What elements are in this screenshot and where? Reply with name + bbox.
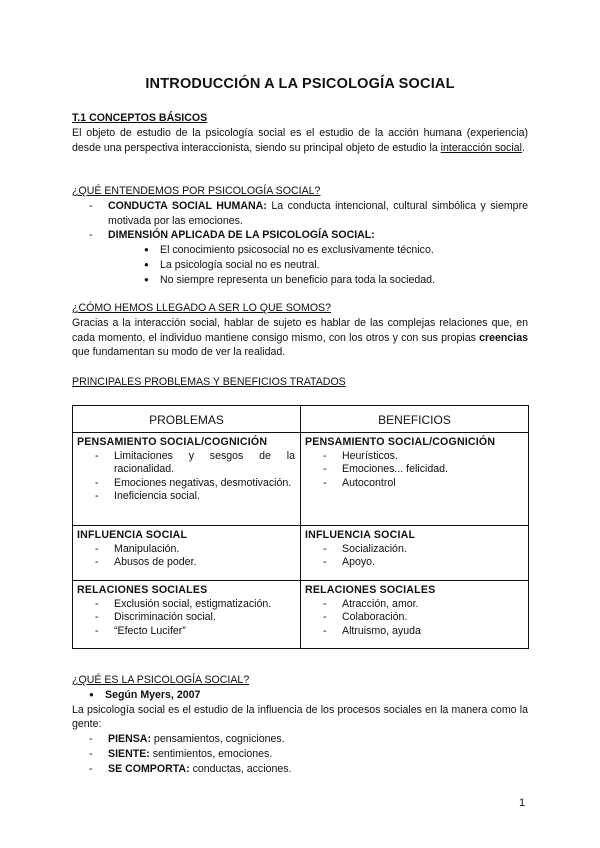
section-heading: ¿QUÉ ENTENDEMOS POR PSICOLOGÍA SOCIAL? (72, 185, 321, 197)
table-cell: INFLUENCIA SOCIAL - Manipulación. - Abusos de poder. (73, 526, 301, 581)
paragraph: La psicología social es el estudio de la influencia de los procesos sociales en la manera como la gente: (72, 703, 528, 731)
table-cell: PENSAMIENTO SOCIAL/COGNICIÓN - Limitaciones y sesgos de la racionalidad. - Emociones negativas, desmotivación. - Ineficiencia social. (73, 433, 301, 526)
list-item: - PIENSA: pensamientos, cogniciones. (72, 732, 528, 747)
list-item: - SIENTE: sentimientos, emociones. (72, 747, 528, 762)
list-item: - Atracción, amor. (305, 598, 523, 612)
list-item: - Exclusión social, estigmatización. (77, 598, 295, 612)
list-item: - Colaboración. (305, 611, 523, 625)
list-item: - Apoyo. (305, 556, 523, 570)
section-heading: ¿CÓMO HEMOS LLEGADO A SER LO QUE SOMOS? (72, 302, 332, 314)
list-item: - SE COMPORTA: conductas, acciones. (72, 762, 528, 777)
list-item: - Autocontrol (305, 477, 523, 491)
list-item: - Abusos de poder. (77, 556, 295, 570)
list-item: - Altruismo, ayuda (305, 625, 523, 639)
section-heading: PRINCIPALES PROBLEMAS Y BENEFICIOS TRATADOS (72, 376, 346, 388)
section-heading: ¿QUÉ ES LA PSICOLOGÍA SOCIAL? (72, 674, 250, 686)
dash-list (72, 199, 528, 243)
list-item: - “Efecto Lucifer” (77, 625, 295, 639)
list-item: - Emociones negativas, desmotivación. (77, 477, 295, 491)
table-cell: RELACIONES SOCIALES - Exclusión social, estigmatización. - Discriminación social. - “Efecto Lucifer” (73, 581, 301, 649)
section-conceptos (72, 111, 528, 155)
column-header-problemas: PROBLEMAS (73, 406, 301, 433)
table-cell: INFLUENCIA SOCIAL - Socialización. - Apoyo. (301, 526, 529, 581)
column-header-beneficios: BENEFICIOS (301, 406, 529, 433)
list-item: - Ineficiencia social. (77, 490, 295, 504)
list-item: - DIMENSIÓN APLICADA DE LA PSICOLOGÍA SOCIAL: (72, 228, 528, 243)
list-item: ● La psicología social no es neutral. (144, 258, 528, 273)
list-item: - Emociones... felicidad. (305, 463, 523, 477)
list-item: ● El conocimiento psicosocial no es exclusivamente técnico. (144, 243, 528, 258)
paragraph: Gracias a la interacción social, hablar de sujeto es hablar de las complejas relaciones que, en cada momento, el individuo mantiene consigo mismo, con los otros y con sus propias creencias que fundamentan su modo de ver la realidad. (72, 316, 528, 359)
section-que-es (72, 673, 528, 777)
list-item: - Discriminación social. (77, 611, 295, 625)
section-que-entendemos (72, 184, 528, 288)
paragraph: El objeto de estudio de la psicología social es el estudio de la acción humana (experiencia) desde una perspectiva interaccionista, siendo su principal objeto de estudio la interacción social. (72, 126, 528, 154)
list-item: - Socialización. (305, 543, 523, 557)
dash-list (72, 732, 528, 776)
list-item: ● No siempre representa un beneficio para toda la sociedad. (144, 273, 528, 288)
list-item: - Manipulación. (77, 543, 295, 557)
bullet-list (72, 688, 528, 703)
underlined-term: interacción social (440, 141, 522, 154)
list-item: - Limitaciones y sesgos de la racionalidad. (77, 450, 295, 477)
table-row (73, 526, 529, 581)
section-heading: T.1 CONCEPTOS BÁSICOS (72, 112, 208, 124)
list-item: - CONDUCTA SOCIAL HUMANA: La conducta intencional, cultural simbólica y siempre motivada por las emociones. (72, 199, 528, 229)
list-item: - Heurísticos. (305, 450, 523, 464)
page-title: INTRODUCCIÓN A LA PSICOLOGÍA SOCIAL (145, 76, 455, 92)
table-cell: RELACIONES SOCIALES - Atracción, amor. - Colaboración. - Altruismo, ayuda (301, 581, 529, 649)
table-cell: PENSAMIENTO SOCIAL/COGNICIÓN - Heurísticos. - Emociones... felicidad. - Autocontrol (301, 433, 529, 526)
bullet-list (72, 243, 528, 287)
page-number: 1 (519, 797, 526, 809)
table-header-row (73, 406, 529, 433)
section-como-hemos-llegado (72, 301, 528, 360)
problems-benefits-table (72, 405, 529, 649)
table-row (73, 433, 529, 526)
table-row (73, 581, 529, 649)
list-item: ● Según Myers, 2007 (89, 688, 528, 703)
